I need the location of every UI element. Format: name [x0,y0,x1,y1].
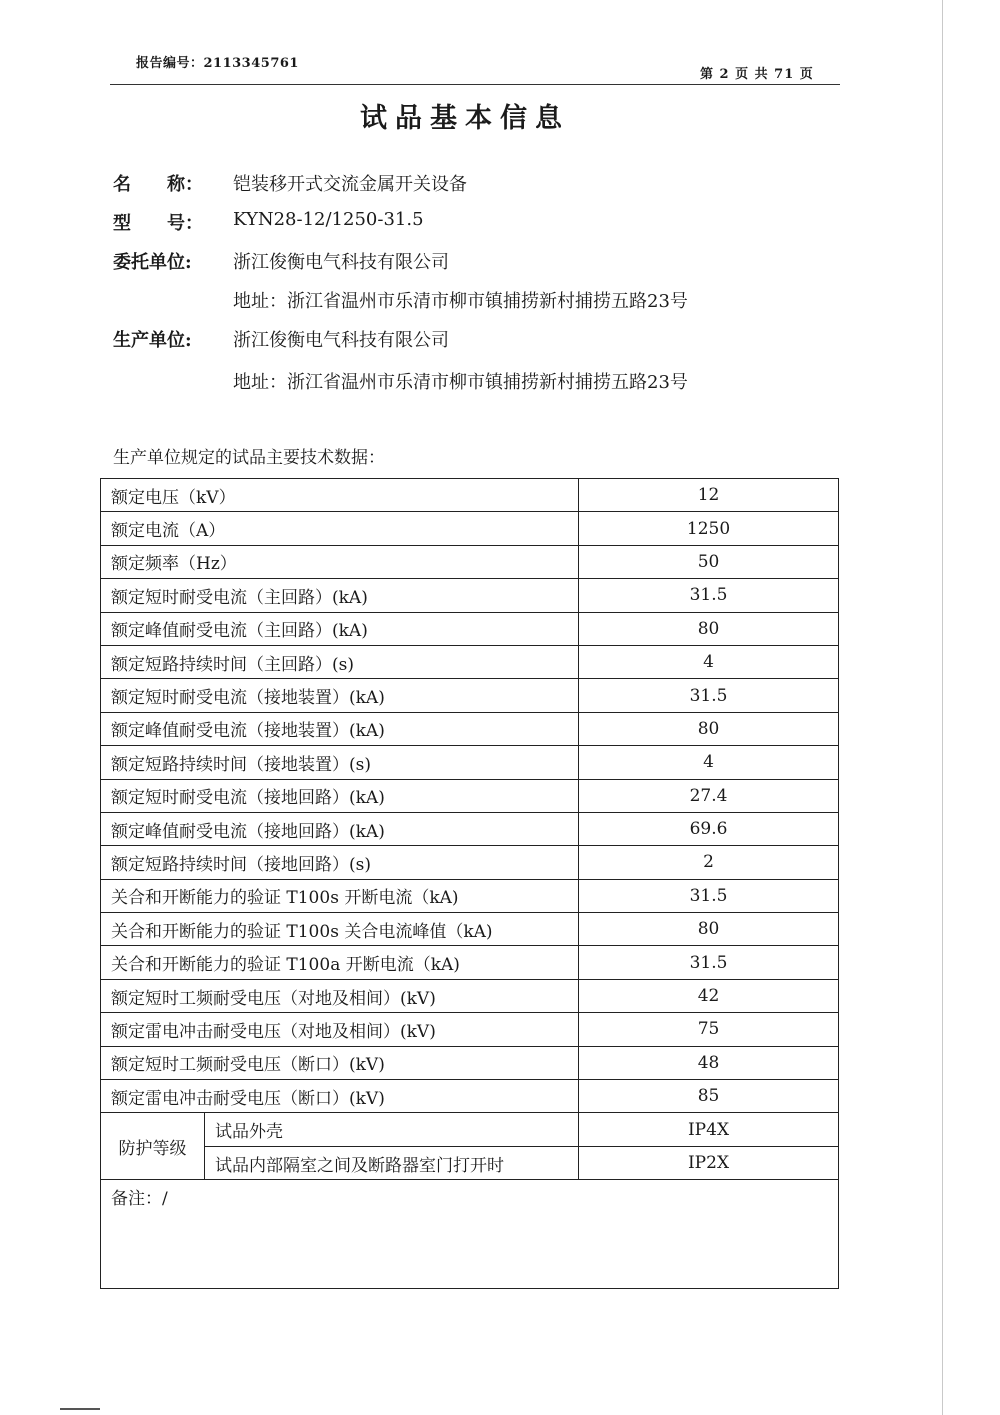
param-cell: 额定雷电冲击耐受电压（断口）(kV) [101,1080,579,1113]
table-row [101,1146,839,1179]
value-cell: 42 [579,979,839,1012]
table-row [101,779,839,812]
name-label: 名 称： [113,174,203,195]
value-cell: 2 [579,846,839,879]
remark-row [101,1180,839,1289]
param-cell: 额定电流（A） [101,512,579,545]
table-row [101,846,839,879]
param-cell: 额定电压（kV） [101,479,579,512]
param-cell: 额定峰值耐受电流（接地装置）(kA) [101,712,579,745]
manufacturer-address: 地址：浙江省温州市乐清市柳市镇捕捞新村捕捞五路23号 [233,372,688,393]
param-cell: 关合和开断能力的验证 T100s 关合电流峰值（kA) [101,913,579,946]
model-value: KYN28-12/1250-31.5 [233,209,424,230]
param-cell: 额定短时耐受电流（接地装置）(kA) [101,679,579,712]
model-label: 型 号： [113,213,203,234]
param-cell: 试品外壳 [205,1113,579,1146]
value-cell: 85 [579,1080,839,1113]
value-cell: 31.5 [579,879,839,912]
scan-mark [60,1408,100,1410]
param-cell: 额定短路持续时间（接地装置）(s) [101,746,579,779]
table-row [101,979,839,1012]
remark-cell: 备注：/ [101,1180,839,1289]
param-cell: 额定短路持续时间（主回路）(s) [101,645,579,678]
value-cell: 31.5 [579,946,839,979]
header-divider [110,84,840,85]
value-cell: 50 [579,545,839,578]
table-row [101,746,839,779]
page-indicator: 第 2 页 共 71 页 [700,67,814,82]
table-row [101,512,839,545]
param-cell: 额定短路持续时间（接地回路）(s) [101,846,579,879]
report-number: 报告编号：2113345761 [136,56,299,71]
table-row [101,645,839,678]
value-cell: 1250 [579,512,839,545]
table-row [101,612,839,645]
value-cell: 12 [579,479,839,512]
param-cell: 额定峰值耐受电流（主回路）(kA) [101,612,579,645]
name-value: 铠装移开式交流金属开关设备 [233,174,467,195]
param-cell: 关合和开断能力的验证 T100a 开断电流（kA) [101,946,579,979]
param-cell: 额定峰值耐受电流（接地回路）(kA) [101,812,579,845]
value-cell: IP2X [579,1146,839,1179]
value-cell: 48 [579,1046,839,1079]
page-edge-line [942,0,943,1415]
table-row [101,1113,839,1146]
table-row [101,712,839,745]
manufacturer-label: 生产单位: [113,330,192,351]
client-label: 委托单位: [113,252,192,273]
table-row [101,913,839,946]
client-address: 地址：浙江省温州市乐清市柳市镇捕捞新村捕捞五路23号 [233,291,688,312]
table-row [101,946,839,979]
value-cell: 69.6 [579,812,839,845]
client-value: 浙江俊衡电气科技有限公司 [233,252,449,273]
table-row [101,1080,839,1113]
page-title: 试品基本信息 [360,103,570,134]
value-cell: 80 [579,913,839,946]
param-cell: 额定短时工频耐受电压（对地及相间）(kV) [101,979,579,1012]
table-row [101,812,839,845]
value-cell: 31.5 [579,679,839,712]
param-cell: 额定雷电冲击耐受电压（对地及相间）(kV) [101,1013,579,1046]
value-cell: 80 [579,712,839,745]
value-cell: 27.4 [579,779,839,812]
value-cell: 31.5 [579,579,839,612]
table-row [101,679,839,712]
param-cell: 额定短时工频耐受电压（断口）(kV) [101,1046,579,1079]
table-row [101,879,839,912]
value-cell: IP4X [579,1113,839,1146]
param-cell: 试品内部隔室之间及断路器室门打开时 [205,1146,579,1179]
spec-table-body [101,479,839,1289]
value-cell: 75 [579,1013,839,1046]
table-row [101,479,839,512]
table-row [101,1046,839,1079]
param-cell: 额定短时耐受电流（主回路）(kA) [101,579,579,612]
param-cell: 关合和开断能力的验证 T100s 开断电流（kA) [101,879,579,912]
table-row [101,579,839,612]
table-row [101,545,839,578]
value-cell: 4 [579,746,839,779]
table-row [101,1013,839,1046]
protection-label: 防护等级 [101,1113,205,1180]
spec-caption: 生产单位规定的试品主要技术数据： [113,448,385,468]
param-cell: 额定短时耐受电流（接地回路）(kA) [101,779,579,812]
param-cell: 额定频率（Hz） [101,545,579,578]
manufacturer-value: 浙江俊衡电气科技有限公司 [233,330,449,351]
value-cell: 4 [579,645,839,678]
value-cell: 80 [579,612,839,645]
spec-table [100,478,839,1289]
